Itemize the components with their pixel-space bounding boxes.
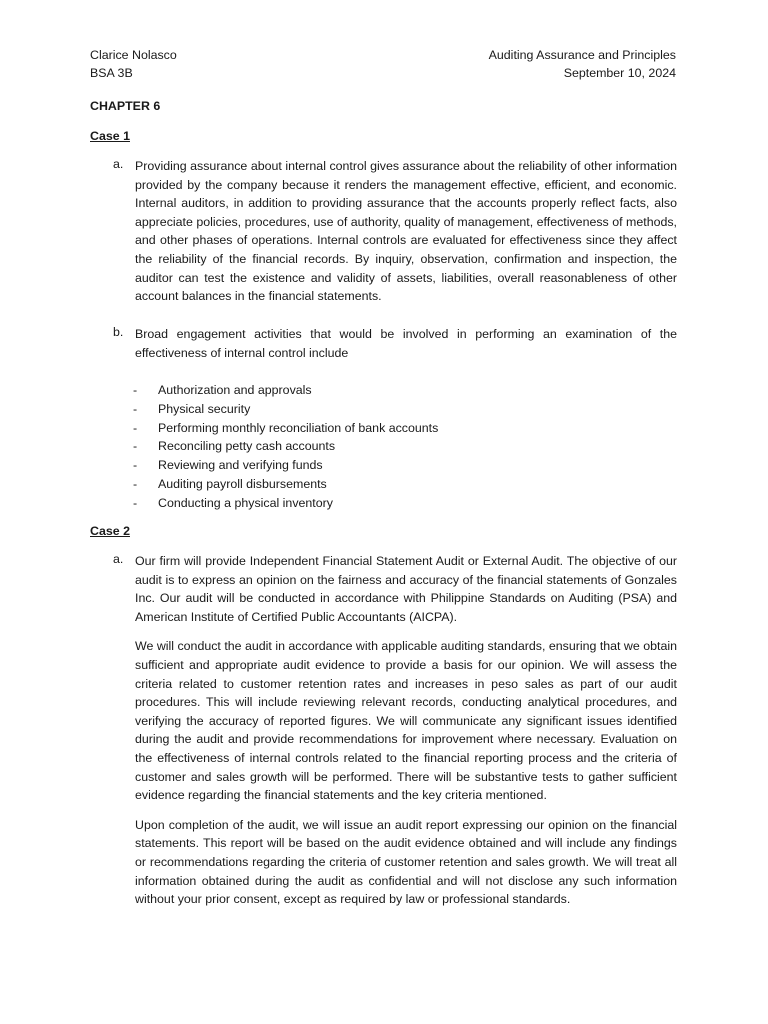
item-letter: a. [113,157,124,171]
case-2-item-a [113,552,677,909]
case-2-paragraph-1: Our firm will provide Independent Financial Statement Audit or External Audit. The objective of our audit is to express an opinion on the fairness and accuracy of the financial statements of Gonzales Inc. Our audit will be conducted in accordance with Philippine Standards on Auditing (PSA) and American Institute of Certified Public Accountants (AICPA). [135,554,677,624]
item-letter: a. [113,552,124,566]
list-item: - Reviewing and verifying funds [133,458,323,473]
student-section: BSA 3B [90,65,133,80]
engagement-activities-list [133,381,438,513]
chapter-heading: CHAPTER 6 [90,99,161,113]
list-item: - Authorization and approvals [133,383,312,397]
header-left [90,47,177,82]
case-2-heading: Case 2 [90,524,130,538]
list-item: - Auditing payroll disbursements [133,476,327,491]
list-item: - Performing monthly reconciliation of bank accounts [133,420,439,435]
document-date: September 10, 2024 [563,65,676,80]
case-2-paragraph-2: We will conduct the audit in accordance with applicable auditing standards, ensuring that we obtain sufficient and appropriate audit evidence to provide a basis for our opinion. We will assess the criteria related to customer retention rates and increases in peso sales as part of our audit procedures. This will include reviewing relevant records, conducting analytical procedures, and verifying the accuracy of reported figures. We will communicate any significant issues identified during the audit and provide recommendations for improvement where necessary. Evaluation on the effectiveness of internal controls related to the financial reporting process and the criteria of customer and sales growth will be performed. There will be substantive tests to gather sufficient evidence regarding the financial statements and the key criteria mentioned. [135,639,677,803]
list-item: - Conducting a physical inventory [133,495,333,510]
course-title: Auditing Assurance and Principles [488,48,676,62]
case-1-item-b-text: Broad engagement activities that would be involved in performing an examination of the effectiveness of internal control include [135,327,677,360]
case-1-item-a [113,157,677,306]
header-right [489,47,676,82]
item-letter: b. [113,325,124,339]
list-item: - Physical security [133,401,251,416]
case-2-paragraph-3: Upon completion of the audit, we will issue an audit report expressing our opinion on the financial statements. This report will be based on the audit evidence obtained and will include any findings or recommendations regarding the criteria of customer retention and sales growth. We will treat all information obtained during the audit as confidential and will not disclose any such information without your prior consent, except as required by law or professional standards. [135,817,677,907]
list-item: - Reconciling petty cash accounts [133,439,336,454]
case-1-heading: Case 1 [90,129,130,143]
student-name: Clarice Nolasco [90,48,177,62]
case-1-item-a-text: Providing assurance about internal control gives assurance about the reliability of other information provided by the company because it renders the management effective, efficient, and economic. Internal auditors, in addition to providing assurance that the accounts properly reflect facts, also appreciate policies, procedures, use of authority, quality of management, effectiveness of methods, and other phases of operations. Internal controls are evaluated for effectiveness since they affect the reliability of the financial records. By inquiry, observation, confirmation and inspection, the auditor can test the existence and validity of assets, liabilities, overall reasonableness of other account balances in the financial statements. [135,159,677,304]
case-1-item-b [113,325,677,362]
